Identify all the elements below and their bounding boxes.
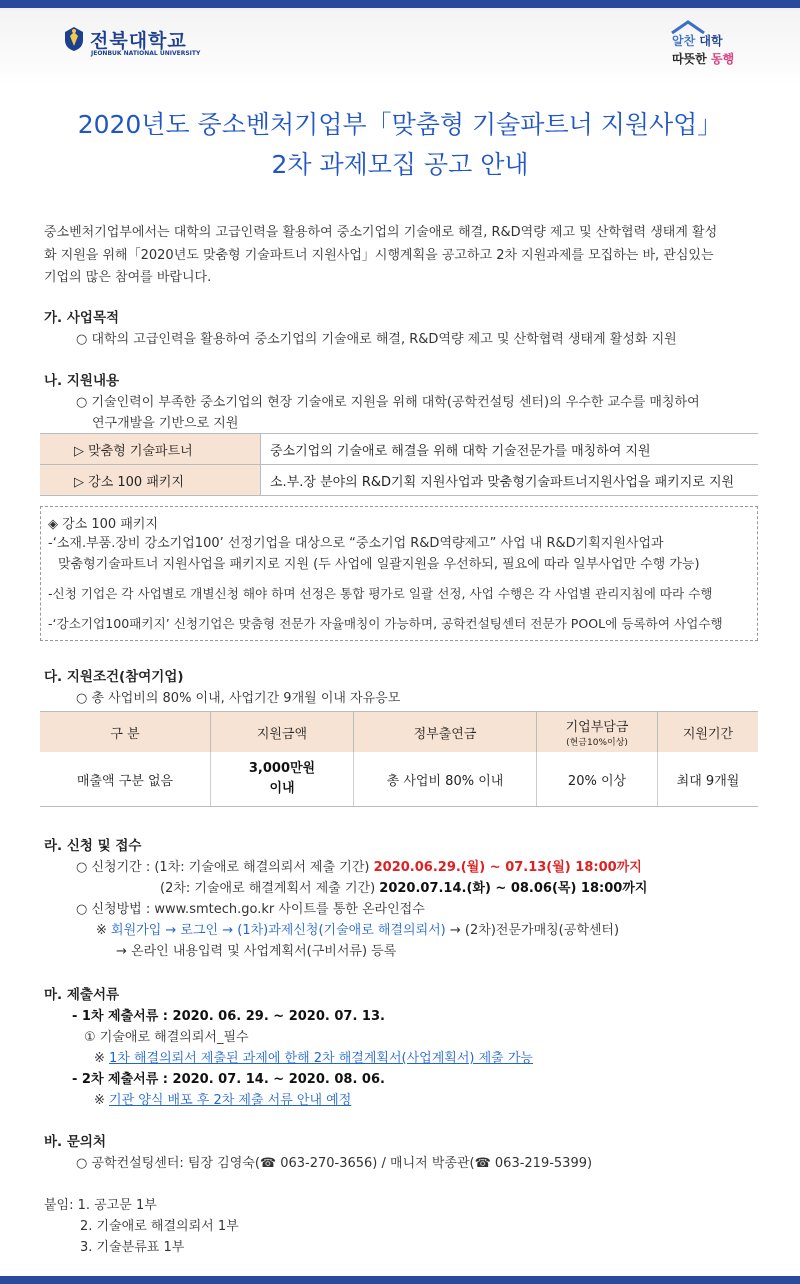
page-title-line2: 2차 과제모집 공고 안내 [271,150,529,179]
logo-korean-text: 전북대학교 [90,30,187,52]
submit-round-2: - 2차 제출서류 : 2020. 07. 14. ~ 2020. 08. 06. [72,1072,385,1087]
support-content-table [40,433,758,496]
intro-line-2: 화 지원을 위해「2020년도 맞춤형 기술파트너 지원사업」시행계획을 공고하고 2차 지원과제를 모집하는 바, 관심있는 [44,248,714,263]
section-da-text: ○ 총 사업비의 80% 이내, 사업기간 9개월 이내 자유응모 [76,691,401,706]
section-na-text-1: ○ 기술인력이 부족한 중소기업의 현장 기술애로 지원을 위해 대학(공학컨설팅 센터)의 우수한 교수를 매칭하여 [76,395,700,410]
submit-round-1-note: ※ 1차 해결의뢰서 제출된 과제에 한해 2차 해결계획서(사업계획서) 제출 가능 [94,1051,533,1066]
slogan-line1: 알찬 대학 [672,34,723,48]
university-logo [64,26,264,56]
column-header: 지원기간 [658,712,759,753]
contact-info: ○ 공학컨설팅센터: 팀장 김영숙(☎ 063-270-3656) / 매니저 박종관(☎ 063-219-5399) [76,1156,593,1171]
intro-line-1: 중소벤처기업부에서는 대학의 고급인력을 활용하여 중소기업의 기술애로 해결, R&D역량 제고 및 산학협력 생태계 활성 [44,225,718,240]
table-cell: 매출액 구분 없음 [40,752,211,807]
table-cell: 20% 이상 [537,752,658,807]
support-condition-table [40,711,758,807]
attachment-1: 붙임: 1. 공고문 1부 [44,1198,157,1213]
table-cell: 최대 9개월 [658,752,759,807]
package-box-line-3: -신청 기업은 각 사업별로 개별신청 해야 하며 선정은 통합 평가로 일괄 선정, 사업 수행은 각 사업별 관리지침에 따라 수행 [48,586,713,601]
submit-round-2-note: ※ 기관 양식 배포 후 2차 제출 서류 안내 예정 [94,1093,352,1108]
apply-method: ○ 신청방법 : www.smtech.go.kr 사이트를 통한 온라인접수 [76,902,425,917]
package-box-line-4: -‘강소기업100패키지’ 신청기업은 맞춤형 전문가 자율매칭이 가능하며, 공학컨설팅센터 전문가 POOL에 등록하여 사업수행 [48,616,723,631]
apply-period-2: (2차: 기술애로 해결계획서 제출 기간) 2020.07.14.(화) ~ 08.06(목) 18:00까지 [160,881,648,896]
table-label-cell: ▷ 맞춤형 기술파트너 [40,434,261,465]
logo-english-text: JEONBUK NATIONAL UNIVERSITY [91,50,201,57]
section-ra-heading: 라. 신청 및 접수 [44,838,142,854]
table-header-row [40,712,758,753]
top-accent-bar [0,0,800,8]
section-na-text-2: 연구개발을 기반으로 지원 [92,416,239,431]
apply-period-1: ○ 신청기간 : (1차: 기술애로 해결의뢰서 제출 기간) 2020.06.29.(월) ~ 07.13(월) 18:00까지 [76,860,642,875]
table-row [40,465,758,496]
package-box-line-2: 맞춤형기술파트너 지원사업을 패키지로 지원 (두 사업에 일괄지원을 우선하되, 필요에 따라 일부사업만 수행 가능) [58,557,700,572]
page-title-line1: 2020년도 중소벤처기업부「맞춤형 기술파트너 지원사업」 [77,110,723,139]
section-ba-heading: 바. 문의처 [44,1134,106,1150]
intro-line-3: 기업의 많은 참여를 바랍니다. [44,270,212,285]
slogan-badge [660,20,750,70]
section-ga-text: ○ 대학의 고급인력을 활용하여 중소기업의 기술애로 해결, R&D역량 제고 및 산학협력 생태계 활성화 지원 [76,332,677,347]
column-header: 구 분 [40,712,211,753]
bottom-accent-bar [0,1276,800,1284]
column-header: 지원금액 [211,712,354,753]
table-value-cell: 소.부.장 분야의 R&D기획 지원사업과 맞춤형기술파트너지원사업을 패키지로 지원 [261,465,759,496]
table-cell: 3,000만원 이내 [211,752,354,807]
column-header: 기업부담금 (현금10%이상) [537,712,658,753]
university-emblem-icon [64,26,84,52]
section-na-heading: 나. 지원내용 [44,373,120,389]
submit-round-1-item: ① 기술애로 해결의뢰서_필수 [84,1030,249,1045]
section-ga-heading: 가. 사업목적 [44,310,120,326]
package-box-line-1: -‘소재.부품.장비 강소기업100’ 선정기업을 대상으로 “중소기업 R&D역량제고” 사업 내 R&D기획지원사업과 [48,536,664,551]
submit-round-1: - 1차 제출서류 : 2020. 06. 29. ~ 2020. 07. 13. [72,1009,385,1024]
section-da-heading: 다. 지원조건(참여기업) [44,669,184,685]
attachment-3: 3. 기술분류표 1부 [80,1240,185,1255]
apply-flow: ※ 회원가입 → 로그인 → (1차)과제신청(기술애로 해결의뢰서) → (2차)전문가매칭(공학센터) [96,923,620,938]
column-header: 정부출연금 [354,712,537,753]
attachment-2: 2. 기술애로 해결의뢰서 1부 [80,1219,239,1234]
slogan-line2: 따뜻한 동행 [672,52,735,66]
table-row [40,434,758,465]
table-label-cell: ▷ 강소 100 패키지 [40,465,261,496]
package-box-title: ◈ 강소 100 패키지 [48,517,158,532]
apply-flow-2: → 온라인 내용입력 및 사업계획서(구비서류) 등록 [116,944,397,959]
table-cell: 총 사업비 80% 이내 [354,752,537,807]
table-row [40,752,758,807]
table-value-cell: 중소기업의 기술애로 해결을 위해 대학 기술전문가를 매칭하여 지원 [261,434,759,465]
section-ma-heading: 마. 제출서류 [44,987,120,1003]
